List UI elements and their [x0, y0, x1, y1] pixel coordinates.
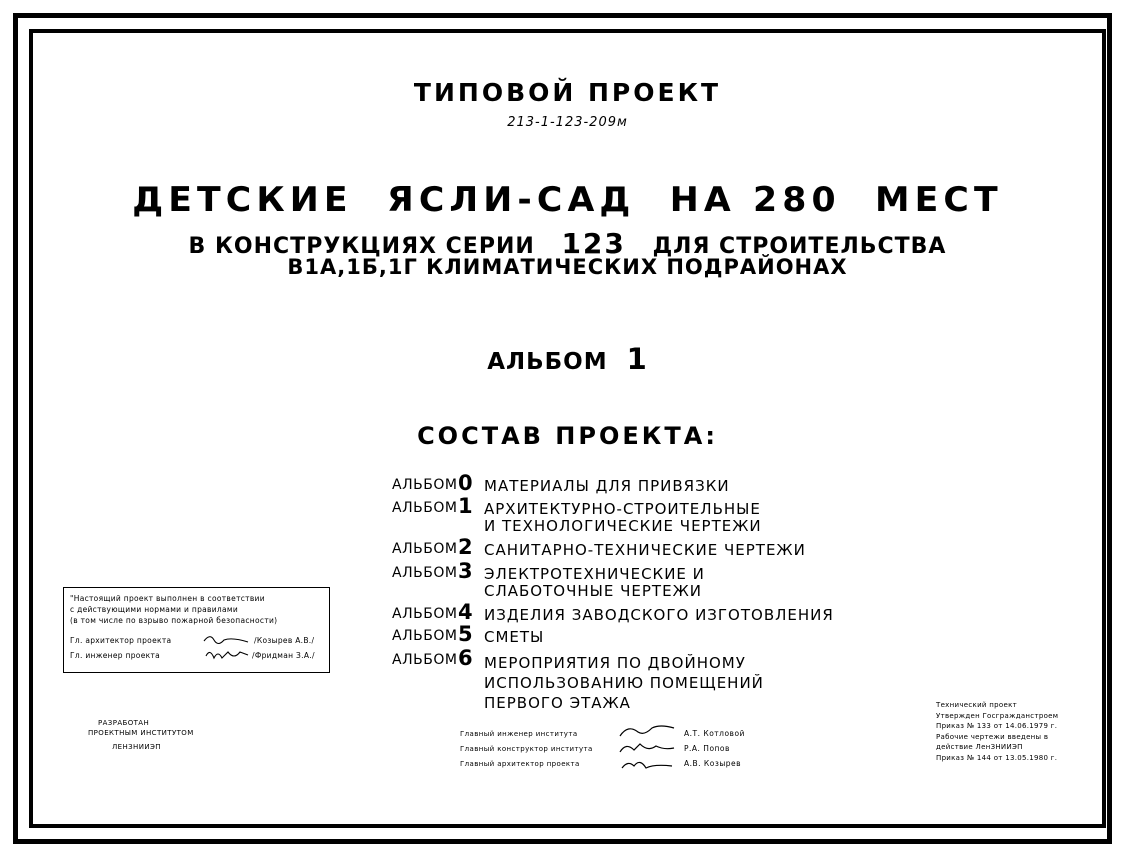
approval-line-5: действие ЛенЗНИИЭП [936, 743, 1023, 751]
album-description-line: ИСПОЛЬЗОВАНИЮ ПОМЕЩЕНИЙ [484, 674, 764, 692]
signature-role: Главный конструктор института [460, 745, 593, 753]
album-label: АЛЬБОМ [392, 565, 458, 581]
album-index: 4 [458, 600, 473, 624]
album-description-line: СЛАБОТОЧНЫЕ ЧЕРТЕЖИ [484, 582, 702, 600]
compliance-stamp [63, 587, 330, 673]
album-description-line: МАТЕРИАЛЫ ДЛЯ ПРИВЯЗКИ [484, 477, 730, 495]
album-row-0 [392, 473, 730, 495]
album-label: АЛЬБОМ [392, 606, 458, 622]
album-label: АЛЬБОМ [392, 541, 458, 557]
subtitle-series-text: В КОНСТРУКЦИЯХ СЕРИИ [188, 234, 535, 259]
album-description-line: ЭЛЕКТРОТЕХНИЧЕСКИЕ И [484, 565, 705, 583]
album-description [484, 629, 544, 646]
album-label: АЛЬБОМ [392, 477, 458, 493]
album-description-line: СМЕТЫ [484, 628, 545, 646]
album-index: 1 [458, 494, 473, 518]
album-row-6 [392, 648, 764, 713]
album-index: 3 [458, 559, 473, 583]
approval-line-4: Рабочие чертежи введены в [936, 732, 1049, 741]
subtitle-line-2: В1А,1Б,1Г КЛИМАТИЧЕСКИХ ПОДРАЙОНАХ [287, 255, 848, 279]
signatures-handwritten [616, 722, 678, 774]
album-description [484, 566, 705, 600]
album-index: 0 [458, 471, 473, 495]
signature-name: Р.А. Попов [684, 744, 730, 753]
project-type-heading: ТИПОВОЙ ПРОЕКТ [413, 78, 722, 107]
album-description-line: ПЕРВОГО ЭТАЖА [484, 694, 631, 712]
album-label: АЛЬБОМ [392, 652, 458, 668]
approval-line-6: Приказ № 144 от 13.05.1980 г. [936, 753, 1058, 762]
approval-line-2: Утвержден Госгражданстроем [936, 711, 1059, 720]
album-index: 5 [458, 622, 473, 646]
album-label: АЛЬБОМ [392, 628, 458, 644]
album-row-5 [392, 624, 544, 646]
approval-line-3: Приказ № 133 от 14.06.1979 г. [936, 722, 1058, 730]
signature-role: Главный инженер института [460, 730, 578, 738]
series-number: 123 [561, 227, 626, 260]
stamp-role-1: Гл. архитектор проекта [70, 636, 172, 645]
developer-block [88, 718, 208, 752]
album-description-line: ИЗДЕЛИЯ ЗАВОДСКОГО ИЗГОТОВЛЕНИЯ [484, 606, 834, 624]
album-row-4 [392, 602, 834, 624]
page-title: ДЕТСКИЕ ЯСЛИ-САД НА 280 МЕСТ [132, 180, 1003, 220]
album-index: 6 [458, 646, 473, 670]
album-description-line: АРХИТЕКТУРНО-СТРОИТЕЛЬНЫЕ [484, 500, 761, 518]
stamp-name-1: /Козырев А.В./ [254, 636, 315, 645]
album-description [484, 607, 834, 624]
stamp-line-3: (в том числе по взрыво пожарной безопасности) [70, 616, 278, 625]
album-number: 1 [626, 342, 648, 376]
album-row-2 [392, 537, 806, 559]
project-code: 213-1-123-209м [507, 115, 628, 130]
album-description-line: САНИТАРНО-ТЕХНИЧЕСКИЕ ЧЕРТЕЖИ [484, 541, 806, 559]
album-row-1 [392, 496, 762, 535]
stamp-role-2: Гл. инженер проекта [70, 651, 161, 660]
signature-name: А.В. Козырев [684, 759, 742, 768]
signature-mark [204, 646, 250, 664]
album-description [484, 501, 762, 535]
contents-heading: СОСТАВ ПРОЕКТА: [417, 422, 718, 450]
album-label: АЛЬБОМ [392, 500, 458, 516]
approval-line-1: Технический проект [936, 701, 1018, 709]
developer-line-3: ЛЕНЗНИИЭП [112, 743, 161, 751]
developer-line-2: ПРОЕКТНЫМ ИНСТИТУТОМ [88, 729, 194, 737]
developer-line-1: РАЗРАБОТАН [98, 719, 150, 727]
album-description [484, 542, 806, 559]
album-word: АЛЬБОМ [487, 349, 608, 375]
album-description-line: И ТЕХНОЛОГИЧЕСКИЕ ЧЕРТЕЖИ [484, 517, 762, 535]
album-description [484, 653, 764, 713]
signature-role: Главный архитектор проекта [460, 760, 580, 768]
subtitle-purpose-text: ДЛЯ СТРОИТЕЛЬСТВА [652, 234, 947, 259]
stamp-line-2: с действующими нормами и правилами [70, 605, 239, 614]
stamp-line-1: "Настоящий проект выполнен в соответствии [70, 594, 265, 603]
stamp-name-2: /Фридман З.А./ [252, 651, 315, 660]
album-index: 2 [458, 535, 473, 559]
album-description-line: МЕРОПРИЯТИЯ ПО ДВОЙНОМУ [484, 654, 746, 672]
signature-mark [202, 632, 250, 646]
signature-name: А.Т. Котловой [684, 729, 745, 738]
album-heading [0, 342, 1135, 376]
album-row-3 [392, 561, 705, 600]
approval-block [936, 700, 1086, 763]
album-description [484, 478, 730, 495]
